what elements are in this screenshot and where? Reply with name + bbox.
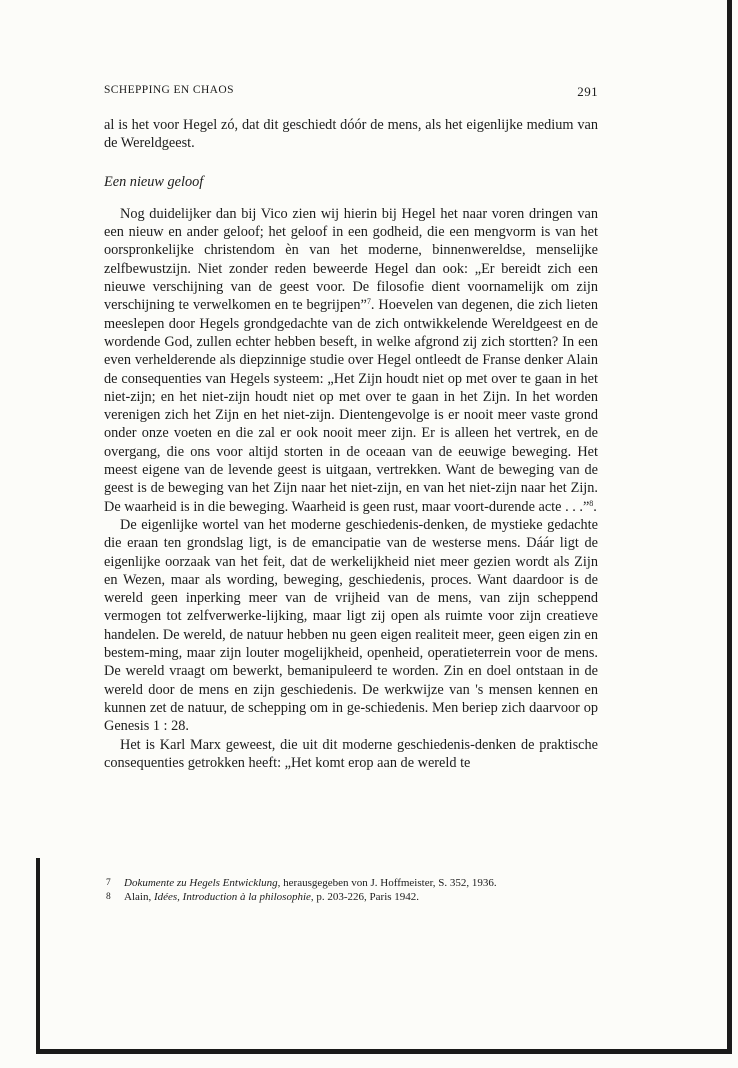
footnote-8 (104, 890, 598, 904)
paragraph-text: . Hoevelen van degenen, die zich lieten meeslepen door Hegels grondgedachte van de zich ontwikkelende Wereldgeest en de wordende God, zullen echter hebben beseft, in welke afgrond zij zich stortten? In een even verhelderende als diepzinnige studie over Hegel ontleedt de Franse denker Alain de consequenties van Hegels systeem: „Het Zijn houdt niet op met over te gaan in het niet-zijn; en het niet-zijn houdt niet op met over te gaan in het Zijn. In het worden verenigen zich het Zijn en het niet-zijn. Dientengevolge is er nooit meer vaste grond onder onze voeten en die zal er ook nooit meer zijn. Er is alleen het vertrek, en de overgang, die ons voor altijd storten in de oceaan van de eeuwige beweging. Het meest eigene van de levende geest is uitgaan, vertrekken. Want de beweging van de geest is de beweging van het Zijn naar het niet-zijn, en van het niet-zijn naar het Zijn. De waarheid is in die beweging. Waarheid is geen rust, maar voort-durende acte . . .” (104, 297, 598, 515)
scan-border-left (36, 858, 40, 1052)
footnote-ref-8[interactable]: 8 (589, 498, 594, 508)
footnote-text: , p. 203-226, Paris 1942. (310, 891, 420, 903)
footnote-text: , herausgegeben von J. Hoffmeister, S. 352, 1936. (277, 877, 497, 889)
section-heading: Een nieuw geloof (104, 173, 204, 190)
footnote-title: Dokumente zu Hegels Entwicklung (124, 877, 278, 889)
paragraph-continuation: al is het voor Hegel zó, dat dit geschiedt dóór de mens, als het eigenlijke medium van de Wereldgeest. (104, 117, 598, 152)
page-number: 291 (577, 84, 598, 99)
body-text (104, 116, 598, 772)
scan-border-bottom (36, 1049, 732, 1054)
paragraph-emancipation: De eigenlijke wortel van het moderne geschiedenis-denken, de mystieke gedachte die eraan ten grondslag ligt, is de emancipatie van de westerse mens. Dáár ligt de eigenlijke oorzaak van het feit, dat de werkelijkheid niet meer gezien wordt als Zijn en Wezen, maar als wording, beweging, geschiedenis, proces. Want daardoor is de wereld geen inperking meer van de vrijheid van de mens, van zijn scheppend vermogen tot zelfverwerke-lijking, maar ligt zij open als ruimte voor zijn creatieve handelen. De wereld, de natuur hebben nu geen eigen realiteit meer, geen eigen zin en bestem-ming, maar zijn louter mogelijkheid, openheid, operatieterrein voor de mens. De wereld vraagt om bewerkt, bemanipuleerd te worden. Zin en doel ontstaan in de wereld door de mens en zijn geschiedenis. De werkwijze van 's mensen kennen en kunnen zet de natuur, de schepping om in ge-schiedenis. Men beriep zich daarvoor op Genesis 1 : 28. (104, 516, 598, 735)
scan-border-right (727, 0, 732, 1054)
footnotes (104, 876, 598, 904)
running-title: SCHEPPING EN CHAOS (104, 84, 234, 96)
paragraph-text: Nog duidelijker dan bij Vico zien wij hierin bij Hegel het naar voren dringen van een nieuw en ander geloof; het geloof in een godheid, die een mengvorm is van het oorspronkelijke christendom èn van het moderne, binnenwereldse, menselijke zelfbewustzijn. Niet zonder reden beweerde Hegel dan ook: „Er bereidt zich een nieuwe verschijning van de geest voor. De filosofie dient voornamelijk om zijn verschijning te verwelkomen en te begrijpen” (104, 205, 598, 314)
footnote-author: Alain, (124, 891, 154, 903)
footnote-7 (104, 876, 598, 890)
footnote-mark: 8 (106, 892, 111, 902)
footnote-title: Idées, Introduction à la philosophie (153, 891, 311, 903)
paragraph-new-faith (104, 205, 598, 516)
paragraph-text: . (593, 498, 597, 515)
footnote-ref-7[interactable]: 7 (366, 297, 371, 307)
footnote-mark: 7 (106, 878, 111, 888)
paragraph-marx: Het is Karl Marx geweest, die uit dit moderne geschiedenis-denken de praktische consequenties getrokken heeft: „Het komt erop aan de wereld te (104, 736, 598, 771)
running-header (104, 84, 598, 100)
